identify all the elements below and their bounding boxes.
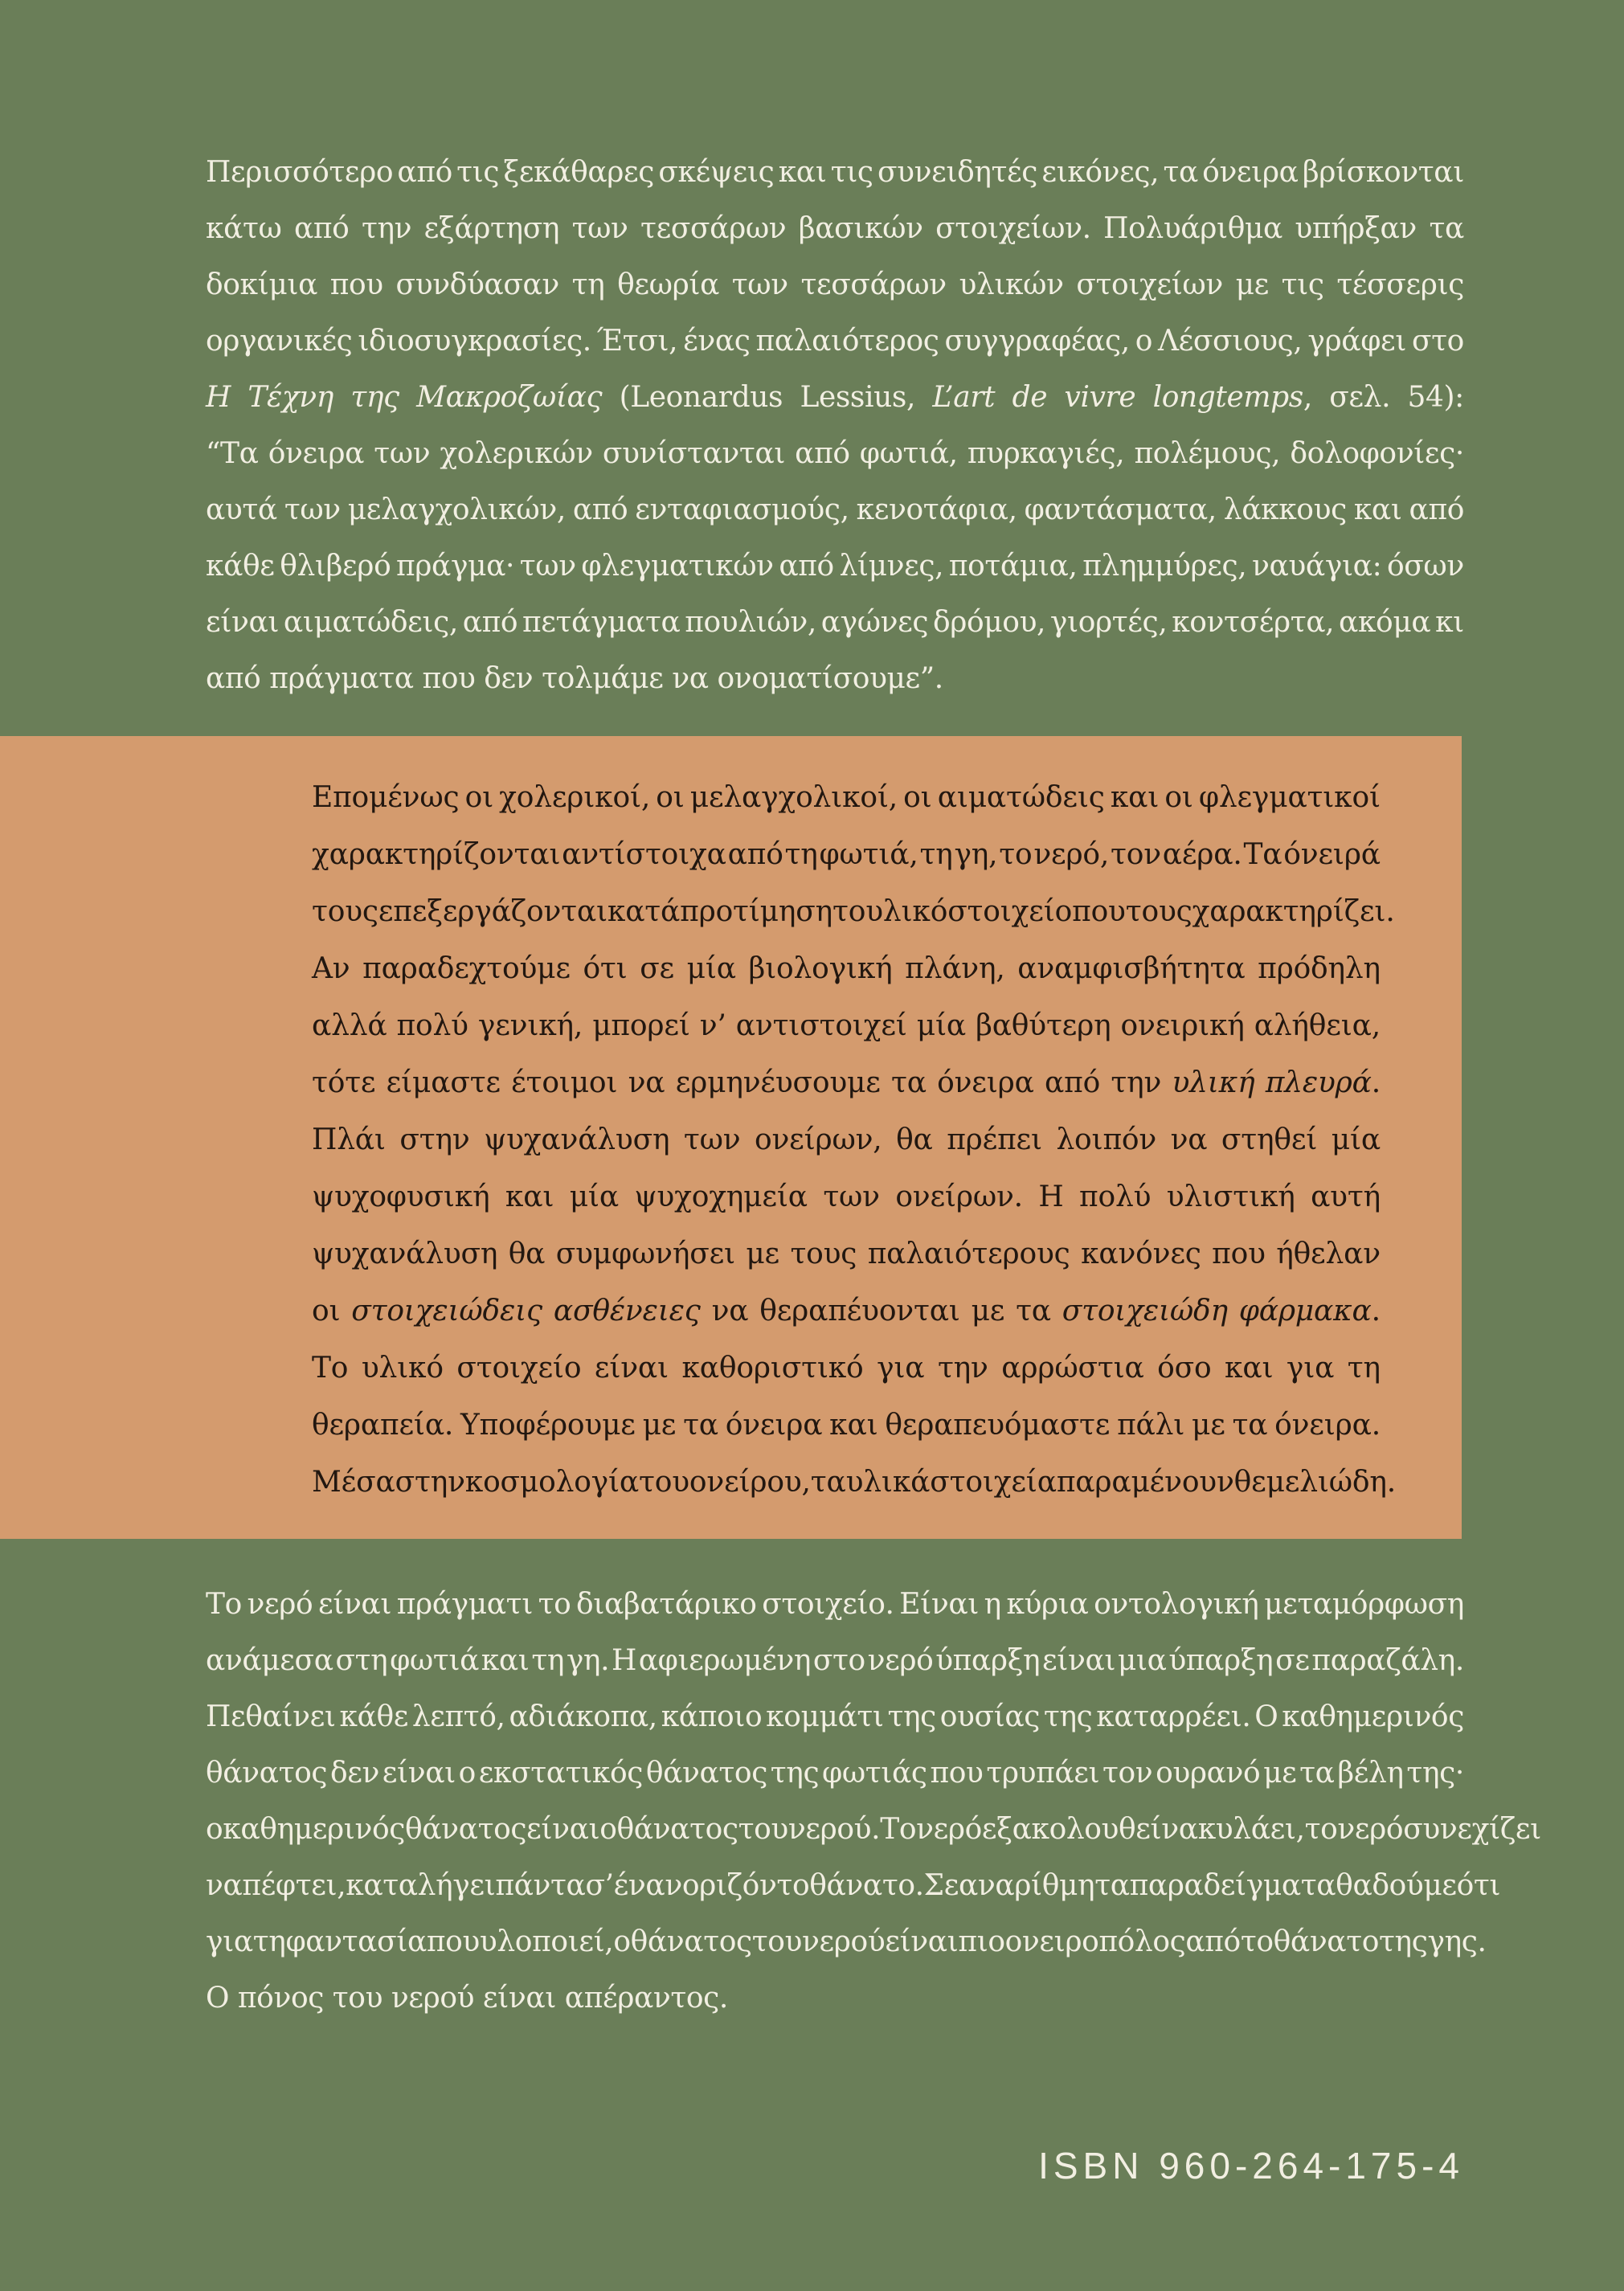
- text-line: κάτω από την εξάρτηση των τεσσάρων βασικών στοιχείων. Πολυάριθμα υπήρξαν τα: [206, 212, 1464, 245]
- text-line: Το υλικό στοιχείο είναι καθοριστικό για την αρρώστια όσο και για τη: [312, 1352, 1381, 1385]
- text-line: από πράγματα που δεν τολμάμε να ονοματίσουμε”.: [206, 662, 943, 695]
- text-line: Επομένως οι χολερικοί, οι μελαγχολικοί, οι αιματώδεις και οι φλεγματικοί: [312, 781, 1381, 814]
- text-line: δοκίμια που συνδύασαν τη θεωρία των τεσσάρων υλικών στοιχείων με τις τέσσερις: [206, 268, 1464, 301]
- text-line: τότε είμαστε έτοιμοι να ερμηνέυσουμε τα όνειρα από την υλική πλευρά.: [312, 1066, 1381, 1099]
- closing-paragraph: [206, 1577, 1541, 2027]
- quote-block-panel: [0, 736, 1462, 1539]
- text-line: ανάμεσα στη φωτιά και τη γη. Η αφιερωμένη στο νερό ύπαρξη είναι μια ύπαρξη σε παραζάλη.: [206, 1644, 1464, 1677]
- text-line: αλλά πολύ γενική, μπορεί ν’ αντιστοιχεί μία βαθύτερη ονειρική αλήθεια,: [312, 1009, 1381, 1042]
- text-line: Η Τέχνη της Μακροζωίας (Leonardus Lessius, L’art de vivre longtemps, σελ. 54):: [206, 381, 1464, 414]
- text-line: Περισσότερο από τις ξεκάθαρες σκέψεις και τις συνειδητές εικόνες, τα όνειρα βρίσκονται: [206, 156, 1464, 189]
- quote-block-text: [312, 769, 1397, 1511]
- text-line: θεραπεία. Υποφέρουμε με τα όνειρα και θεραπευόμαστε πάλι με τα όνειρα.: [312, 1409, 1381, 1442]
- text-line: Μέσα στην κοσμολογία του ονείρου, τα υλικά στοιχεία παραμένουν θεμελιώδη.: [312, 1466, 1397, 1499]
- text-line: είναι αιματώδεις, από πετάγματα πουλιών, αγώνες δρόμου, γιορτές, κοντσέρτα, ακόμα κι: [206, 606, 1464, 639]
- text-line: να πέφτει, καταλήγει πάντα σ’ έναν οριζόντο θάνατο. Σε αναρίθμητα παραδείγματα θα δούμε ότι: [206, 1869, 1501, 1902]
- text-line: ο καθημερινός θάνατος είναι ο θάνατος του νερού. Το νερό εξακολουθεί να κυλάει, το νερό συνεχίζει: [206, 1813, 1541, 1846]
- text-line: ψυχοφυσική και μία ψυχοχημεία των ονείρων. Η πολύ υλιστική αυτή: [312, 1180, 1381, 1213]
- text-line: οργανικές ιδιοσυγκρασίες. Έτσι, ένας παλαιότερος συγγραφέας, ο Λέσσιους, γράφει στο: [206, 325, 1464, 358]
- isbn-label: ISBN 960-264-175-4: [1038, 2145, 1464, 2187]
- text-line: Ο πόνος του νερού είναι απέραντος.: [206, 1982, 728, 2015]
- text-line: Αν παραδεχτούμε ότι σε μία βιολογική πλάνη, αναμφισβήτητα πρόδηλη: [312, 952, 1381, 985]
- text-line: αυτά των μελαγχολικών, από ενταφιασμούς, κενοτάφια, φαντάσματα, λάκκους και από: [206, 493, 1464, 526]
- text-line: “Τα όνειρα των χολερικών συνίστανται από φωτιά, πυρκαγιές, πολέμους, δολοφονίες·: [206, 437, 1464, 470]
- text-line: κάθε θλιβερό πράγμα· των φλεγματικών από λίμνες, ποτάμια, πλημμύρες, ναυάγια: όσων: [206, 550, 1464, 583]
- text-line: θάνατος δεν είναι ο εκστατικός θάνατος της φωτιάς που τρυπάει τον ουρανό με τα βέλη της·: [206, 1757, 1464, 1790]
- text-line: Το νερό είναι πράγματι το διαβατάρικο στοιχείο. Είναι η κύρια οντολογική μεταμόρφωση: [206, 1588, 1464, 1621]
- text-line: οι στοιχειώδεις ασθένειες να θεραπέυονται με τα στοιχειώδη φάρμακα.: [312, 1295, 1381, 1328]
- text-line: ψυχανάλυση θα συμφωνήσει με τους παλαιότερους κανόνες που ήθελαν: [312, 1238, 1381, 1270]
- text-line: Πεθαίνει κάθε λεπτό, αδιάκοπα, κάποιο κομμάτι της ουσίας της καταρρέει. Ο καθημερινός: [206, 1700, 1464, 1733]
- text-line: Πλάι στην ψυχανάλυση των ονείρων, θα πρέπει λοιπόν να στηθεί μία: [312, 1123, 1381, 1156]
- text-line: τους επεξεργάζονται κατά προτίμηση το υλικό στοιχείο που τους χαρακτηρίζει.: [312, 895, 1395, 928]
- text-line: για τη φαντασία που υλοποιεί, ο θάνατος του νερού είναι πιο ονειροπόλος από το θάνατο της γης.: [206, 1925, 1487, 1958]
- text-line: χαρακτηρίζονται αντίστοιχα από τη φωτιά, τη γη, το νερό, τον αέρα. Τα όνειρά: [312, 838, 1381, 871]
- opening-paragraph: [206, 145, 1464, 707]
